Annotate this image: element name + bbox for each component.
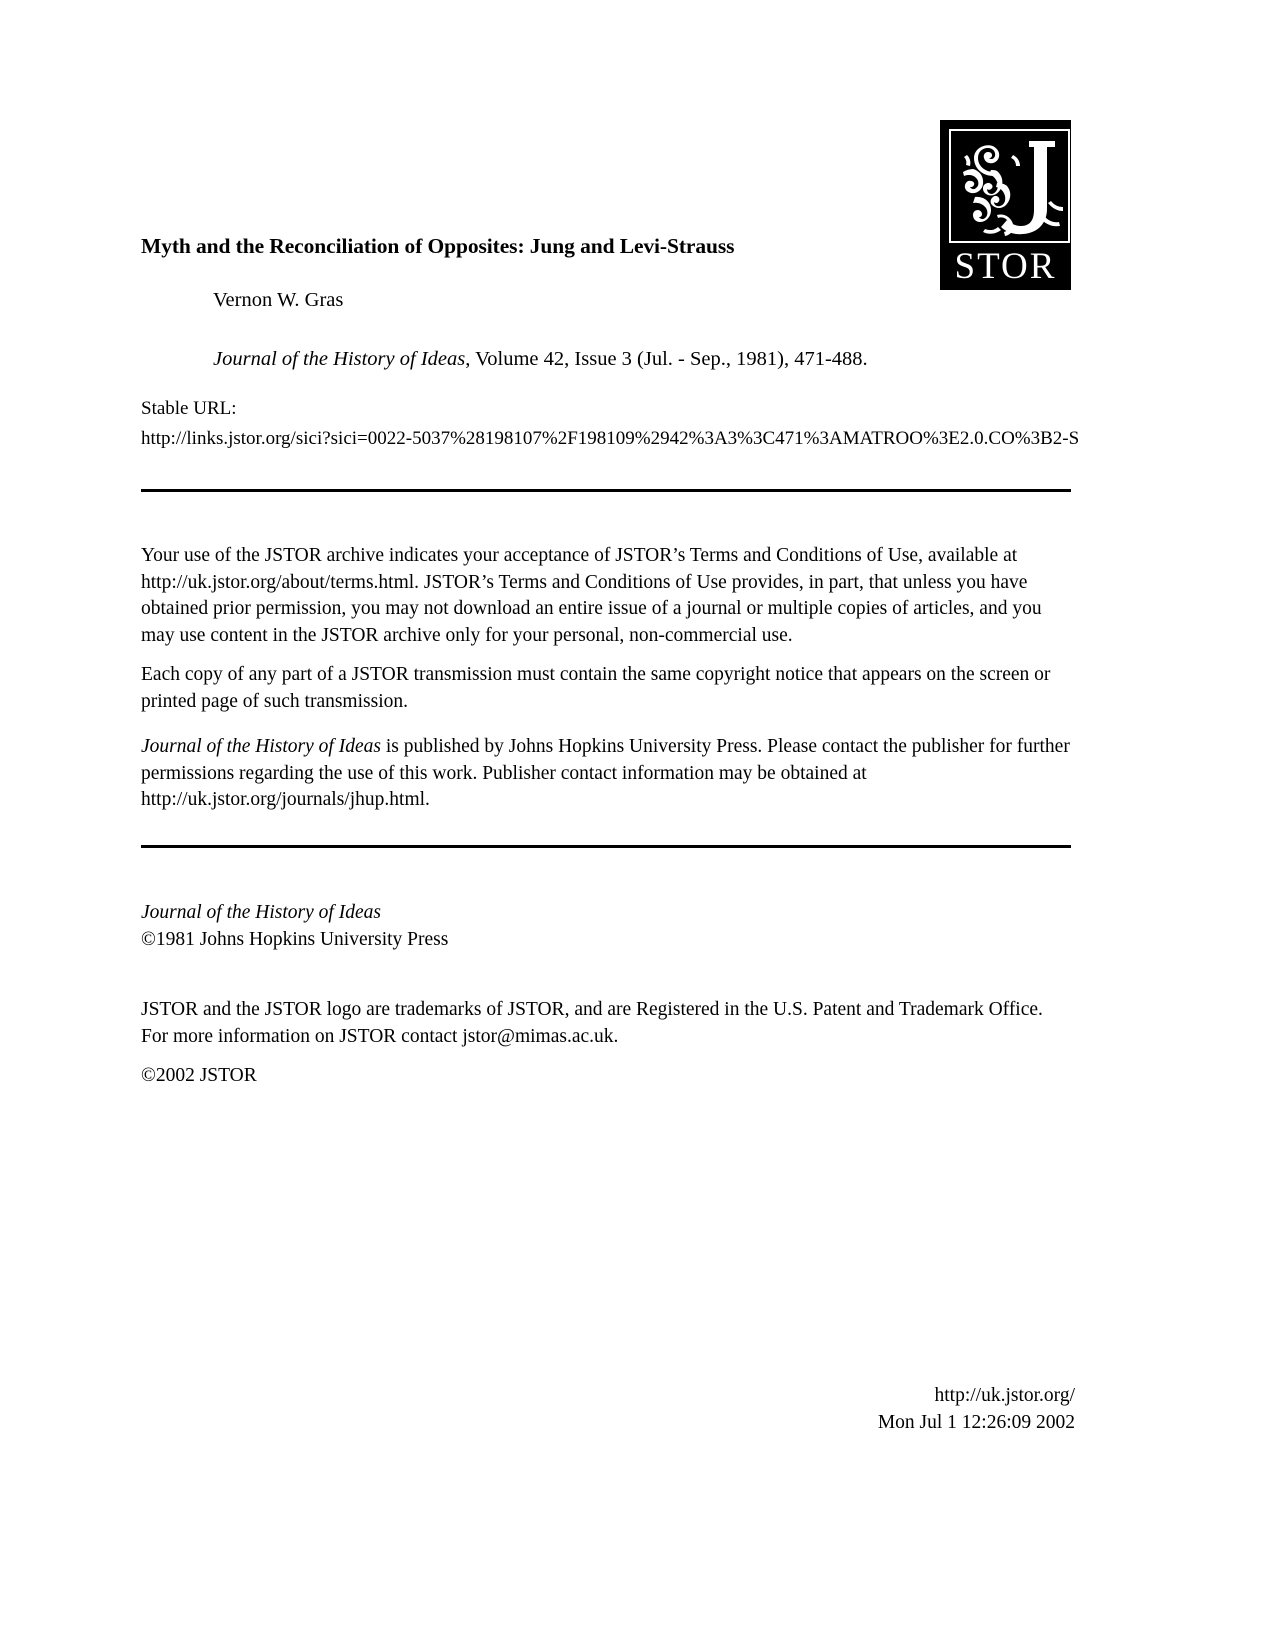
divider-bottom (141, 845, 1071, 848)
copyright-block (141, 900, 448, 953)
jstor-logo (940, 120, 1071, 290)
stable-url-value[interactable]: http://links.jstor.org/sici?sici=0022-5037%28198107%2F198109%2942%3A3%3C471%3AMATROO%3E2.0.CO%3B2-S (141, 428, 1080, 449)
publisher-journal-name: Journal of the History of Ideas (141, 736, 381, 757)
footer-url[interactable]: http://uk.jstor.org/ (934, 1385, 1075, 1406)
article-citation (213, 348, 868, 371)
jstor-copyright-line: ©2002 JSTOR (141, 1065, 257, 1086)
article-author: Vernon W. Gras (213, 289, 344, 311)
citation-details: , Volume 42, Issue 3 (Jul. - Sep., 1981), 471-488. (465, 348, 868, 370)
jstor-logo-wordmark: STOR (940, 244, 1071, 290)
copy-notice-paragraph: Each copy of any part of a JSTOR transmission must contain the same copyright notice that appears on the screen or printed page of such transmission. (141, 664, 1051, 712)
ornamental-j-icon (949, 129, 1070, 243)
divider-top (141, 489, 1071, 492)
copyright-line: ©1981 Johns Hopkins University Press (141, 928, 449, 950)
page-footer (0, 1382, 1075, 1436)
footer-timestamp: Mon Jul 1 12:26:09 2002 (877, 1412, 1075, 1433)
copyright-journal-name: Journal of the History of Ideas (141, 902, 381, 923)
publisher-paragraph-rest: is published by Johns Hopkins University Press. Please contact the publisher for further permissions regarding the use of this work. Publisher contact information may be obtained at http://uk.jstor.org/journals/jhup.html. (141, 736, 1070, 810)
citation-journal-name: Journal of the History of Ideas (213, 348, 466, 370)
trademark-paragraph: JSTOR and the JSTOR logo are trademarks of JSTOR, and are Registered in the U.S. Patent and Trademark Office. For more information on JSTOR contact jstor@mimas.ac.uk. (141, 999, 1043, 1047)
terms-paragraph: Your use of the JSTOR archive indicates your acceptance of JSTOR’s Terms and Conditions of Use, available at http://uk.jstor.org/about/terms.html. JSTOR’s Terms and Conditions of Use provides, in part, that unless you have obtained prior permission, you may not download an entire issue of a journal or multiple copies of articles, and you may use content in the JSTOR archive only for your personal, non-commercial use. (141, 545, 1042, 646)
jstor-logo-j-box (940, 120, 1071, 244)
stable-url-label: Stable URL: (141, 398, 237, 419)
publisher-paragraph (141, 734, 1073, 814)
article-title: Myth and the Reconciliation of Opposites: Jung and Levi-Strauss (141, 234, 735, 258)
